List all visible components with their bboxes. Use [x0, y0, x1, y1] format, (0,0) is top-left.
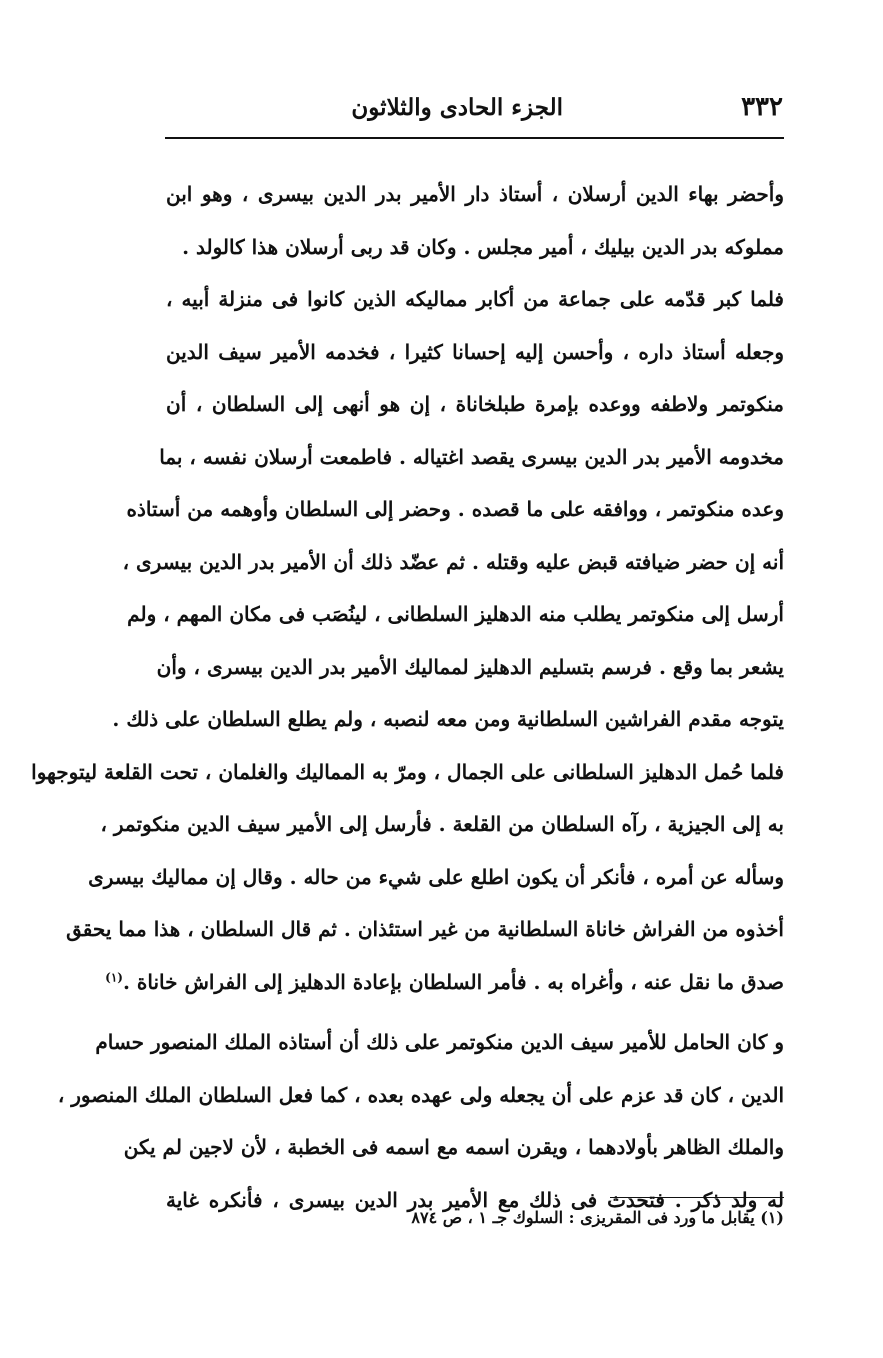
text-line: له ولد ذكر . فتحدث فى ذلك مع الأمير بدر الدين بيسرى ، فأنكره غاية	[166, 1187, 784, 1212]
text-line: يشعر بما وقع . فرسم بتسليم الدهليز لمماليك الأمير بدر الدين بيسرى ، وأن	[156, 654, 784, 679]
text-line: الدين ، كان قد عزم على أن يجعله ولى عهده بعده ، كما فعل السلطان الملك المنصور ،	[57, 1082, 784, 1107]
text-line: و كان الحامل للأمير سيف الدين منكوتمر على ذلك أن أستاذه الملك المنصور حسام	[95, 1030, 784, 1054]
text-line: يتوجه مقدم الفراشين السلطانية ومن معه لنصبه ، ولم يطلع السلطان على ذلك .	[112, 707, 784, 731]
text-line: وجعله أستاذ داره ، وأحسن إليه إحسانا كثيرا ، فخدمه الأمير سيف الدين	[166, 339, 784, 364]
footnote-marker: (١)	[105, 969, 123, 984]
running-title: الجزء الحادى والثلاثون	[351, 94, 563, 121]
text-line: أنه إن حضر ضيافته قبض عليه وقتله . ثم عضّد ذلك أن الأمير بدر الدين بيسرى ،	[122, 549, 784, 574]
text-line: أخذوه من الفراش خاناة السلطانية من غير استئذان . ثم قال السلطان ، هذا مما يحقق	[66, 917, 784, 941]
text-line-with-footnote	[105, 956, 784, 1009]
body-text	[31, 168, 784, 1226]
footnote: (١) يقابل ما ورد فى المقريزى : السلوك جـ ١ ، ص ٨٧٤	[411, 1208, 784, 1227]
text-line: فلما حُمل الدهليز السلطانى على الجمال ، ومرّ به المماليك والغلمان ، تحت القلعة ليتوجهوا	[31, 759, 784, 784]
text-line: به إلى الجيزية ، رآه السلطان من القلعة . فأرسل إلى الأمير سيف الدين منكوتمر ،	[100, 812, 784, 836]
text-line: والملك الظاهر بأولادهما ، ويقرن اسمه مع اسمه فى الخطبة ، لأن لاجين لم يكن	[123, 1135, 784, 1159]
page-header	[165, 92, 785, 128]
text-line: وعده منكوتمر ، ووافقه على ما قصده . وحضر إلى السلطان وأوهمه من أستاذه	[126, 497, 784, 521]
text-line: وسأله عن أمره ، فأنكر أن يكون اطلع على شيء من حاله . وقال إن مماليك بيسرى	[88, 864, 784, 889]
text-line: مملوكه بدر الدين بيليك ، أمير مجلس . وكان قد ربى أرسلان هذا كالولد .	[182, 234, 784, 259]
text-line: أرسل إلى منكوتمر يطلب منه الدهليز السلطانى ، لينُصَب فى مكان المهم ، ولم	[127, 602, 784, 626]
text-line: مخدومه الأمير بدر الدين بيسرى يقصد اغتياله . فاطمعت أرسلان نفسه ، بما	[159, 444, 784, 469]
text-line: وأحضر بهاء الدين أرسلان ، أستاذ دار الأمير بدر الدين بيسرى ، وهو ابن	[166, 182, 784, 206]
page-number: ٣٣٢	[741, 92, 783, 122]
text-line: فلما كبر قدّمه على جماعة من أكابر مماليكه الذين كانوا فى منزلة أبيه ،	[166, 287, 784, 311]
footnote-rule	[610, 1197, 784, 1198]
text-line-content: صدق ما نقل عنه ، وأغراه به . فأمر السلطان بإعادة الدهليز إلى الفراش خاناة .	[122, 969, 784, 994]
header-rule	[165, 137, 784, 139]
text-line: منكوتمر ولاطفه ووعده بإمرة طبلخاناة ، إن هو أنهى إلى السلطان ، أن	[166, 392, 784, 416]
